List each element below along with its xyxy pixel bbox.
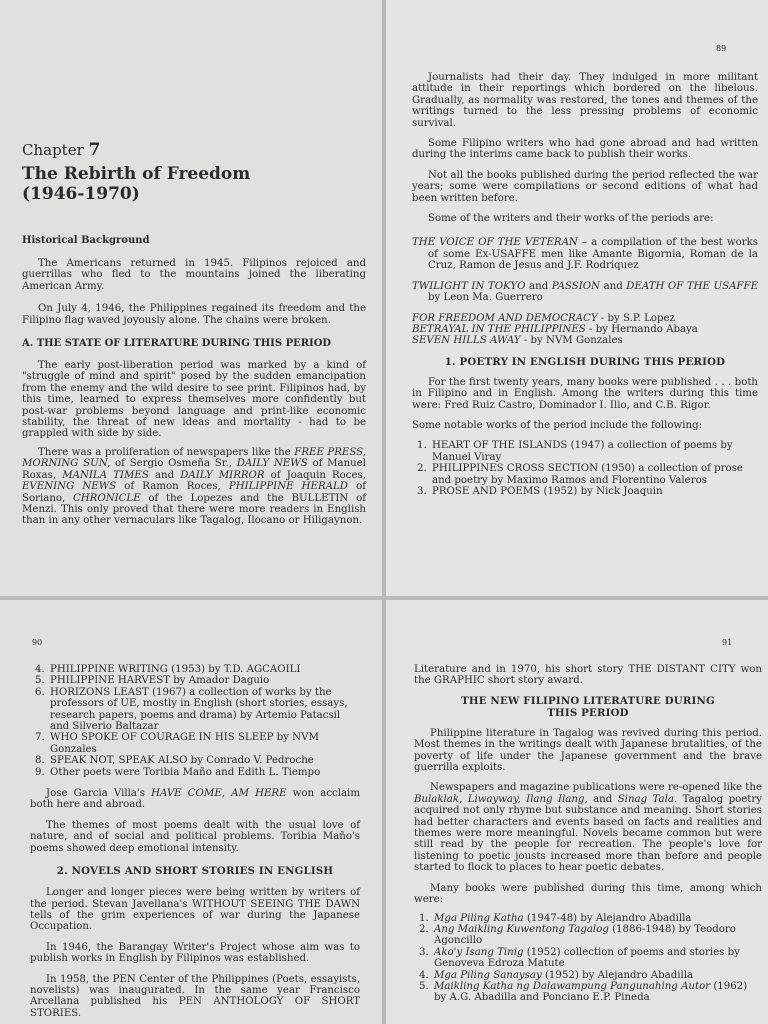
- paragraph: Literature and in 1970, his short story THE DISTANT CITY won the GRAPHIC short story award.: [414, 664, 762, 687]
- page-89: [386, 0, 768, 596]
- chapter-word: Chapter: [22, 141, 84, 159]
- list-item: 7. WHO SPOKE OF COURAGE IN HIS SLEEP by NVM Gonzales: [48, 732, 360, 755]
- paragraph: In 1946, the Barangay Writer's Project whose aim was to publish works in English by Filipinos was established.: [30, 941, 360, 965]
- work-entry: SEVEN HILLS AWAY - by NVM Gonzales: [412, 335, 623, 347]
- paragraph: The early post-liberation period was marked by a kind of "struggle of mind and spirit" posed by the sudden emancipation from the enemy and the wild desire to see print. Filipinos had, by this time, learned to express themselves more confidently but post-war problems beyond language and print-like economic stability, the threat of new ideas and mortality - had to be grappled with side by side.: [22, 360, 366, 440]
- paragraph: The Americans returned in 1945. Filipinos rejoiced and guerrillas who fled to the mountains joined the liberating American Army.: [22, 258, 366, 292]
- chapter-title-line1: The Rebirth of Freedom: [22, 164, 251, 184]
- list-item: 4. Mga Piling Sanaysay (1952) by Alejandro Abadilla: [432, 970, 762, 981]
- paragraph: The themes of most poems dealt with the usual love of nature, and of social and political problems. Toribia Maño's poems showed deep emotional intensity.: [30, 819, 360, 854]
- list-item: 8. SPEAK NOT, SPEAK ALSO by Conrado V. Pedroche: [48, 755, 360, 766]
- works-list-continued: [30, 664, 360, 778]
- list-item: 2. Ang Maikling Kuwentong Tagalog (1886-1948) by Teodoro Agoncillo: [432, 924, 762, 947]
- paragraph: On July 4, 1946, the Philippines regained its freedom and the Filipino flag waved joyously alone. The chains were broken.: [22, 303, 366, 326]
- paragraph: Newspapers and magazine publications were re-opened like the Bulaklak, Liwayway, Ilang Ilang, and Sinag Tala. Tagalog poetry acquired not only rhyme but substance and meaning. Short stories had better characters and events based on facts and realities and themes were more meaningful. Novels became common but were still read by the people for recreation. The people's love for listening to poetic jousts increased more than before and people started to flock to places to hear poetic debates.: [414, 782, 763, 874]
- paragraph: Journalists had their day. They indulged in more militant attitude in their reportings which bordered on the libelous. Gradually, as normality was restored, the tones and themes of the writings turned to the less pressing problems of economic survival.: [412, 72, 758, 129]
- page-90: [0, 600, 382, 1024]
- paragraph: Not all the books published during the period reflected the war years; some were compilations or second editions of what had been written before.: [412, 169, 758, 204]
- paragraph: Jose Garcia Villa's HAVE COME, AM HERE won acclaim both here and abroad.: [30, 788, 360, 811]
- page-number: 89: [716, 44, 727, 53]
- tagalog-books-list: [414, 913, 762, 1004]
- list-item: 3. PROSE AND POEMS (1952) by Nick Joaquin: [430, 486, 758, 497]
- chapter-number: 7: [88, 140, 101, 160]
- list-item: 5. Maikling Katha ng Dalawampung Pangunahing Autor (1962) by A.G. Abadilla and Ponciano E.P. Pineda: [432, 981, 762, 1004]
- page-91: [386, 600, 768, 1024]
- section-2-heading: 2. NOVELS AND SHORT STORIES IN ENGLISH: [56, 865, 334, 878]
- list-item: 6. HORIZONS LEAST (1967) a collection of works by the professors of UE, mostly in English (short stories, essays, research papers, poems and drama) by Artemio Patacsil and Silverio Baltazar: [48, 687, 360, 733]
- work-entry: BETRAYAL IN THE PHILIPPINES - by Hernando Abaya: [412, 323, 698, 335]
- section-1-heading: 1. POETRY IN ENGLISH DURING THIS PERIOD: [444, 355, 726, 368]
- section-heading-new-filipino-literature: THE NEW FILIPINO LITERATURE DURING THIS PERIOD: [461, 694, 715, 719]
- section-a-heading: A. THE STATE OF LITERATURE DURING THIS PERIOD: [22, 338, 332, 350]
- list-item: 1. HEART OF THE ISLANDS (1947) a collection of poems by Manuel Viray: [430, 440, 758, 463]
- paragraph: Longer and longer pieces were being written by writers of the period. Stevan Javellana's WITHOUT SEEING THE DAWN tells of the grim experiences of war during the Japanese Occupation.: [30, 887, 360, 933]
- work-entry: FOR FREEDOM AND DEMOCRACY - by S.P. Lopez: [412, 312, 675, 324]
- paragraph: Some Filipino writers who had gone abroad and had written during the interims came back to publish their works.: [412, 138, 758, 161]
- paragraph-newspapers: There was a proliferation of newspapers like the FREE PRESS, MORNING SUN, of Sergio Osmeña Sr., DAILY NEWS of Manuel Roxas, MANILA TIMES and DAILY MIRROR of Joaquin Roces, EVENING NEWS of Ramon Roces, PHILIPPINE HERALD of Soriano, CHRONICLE of the Lopezes and the BULLETIN of Menzi. This only proved that there were more readers in English than in any other vernaculars like Tagalog, Ilocano or Hiligaynon.: [22, 446, 367, 527]
- paragraph: Some notable works of the period include the following:: [412, 419, 703, 431]
- list-item: 9. Other poets were Toribia Maño and Edith L. Tiempo: [48, 767, 360, 778]
- historical-background-heading: Historical Background: [22, 235, 150, 246]
- paragraph: In 1958, the PEN Center of the Philippines (Poets, essayists, novelists) was inaugurated. In the same year Francisco Arcellana published his PEN ANTHOLOGY OF SHORT STORIES.: [30, 973, 360, 1019]
- chapter-title-years: (1946-1970): [22, 184, 140, 204]
- chapter-title: [22, 164, 250, 204]
- paragraph: Philippine literature in Tagalog was revived during this period. Most themes in the writings dealt with Japanese brutalities, of the poverty of life under the Japanese government and the brave guerrilla exploits.: [414, 727, 762, 774]
- list-item: 1. Mga Piling Katha (1947-48) by Alejandro Abadilla: [432, 913, 762, 924]
- list-item: 4. PHILIPPINE WRITING (1953) by T.D. AGCAOILI: [48, 664, 360, 675]
- paragraph: Some of the writers and their works of the periods are:: [428, 213, 714, 225]
- list-item: 2. PHILIPPINES CROSS SECTION (1950) a collection of prose and poetry by Maximo Ramos and Florentino Valeros: [430, 463, 758, 486]
- page-88: [0, 0, 382, 596]
- work-entry: TWILIGHT IN TOKYO and PASSION and DEATH OF THE USAFFE by Leon Ma. Guerrero: [412, 280, 759, 304]
- paragraph: Many books were published during this time, among which were:: [414, 882, 762, 906]
- list-item: 5. PHILIPPINE HARVEST by Amador Daguio: [48, 675, 360, 686]
- page-number: 91: [722, 638, 733, 647]
- notable-works-list: [412, 440, 758, 497]
- list-item: 3. Ako'y Isang Tinig (1952) collection of poems and stories by Genoveva Edroza Matute: [432, 947, 762, 970]
- paragraph: For the first twenty years, many books were published . . . both in Filipino and in English. Among the writers during this time were: Fred Ruiz Castro, Dominador I. Ilio, and C.B. Rigor.: [412, 376, 758, 411]
- page-number: 90: [32, 638, 43, 647]
- chapter-label: [22, 140, 100, 160]
- work-entry: THE VOICE OF THE VETERAN – a compilation of the best works of some Ex-USAFFE men like Amante Bigornia, Roman de la Cruz, Ramon de Jesus and J.F. Rodriquez: [412, 237, 759, 272]
